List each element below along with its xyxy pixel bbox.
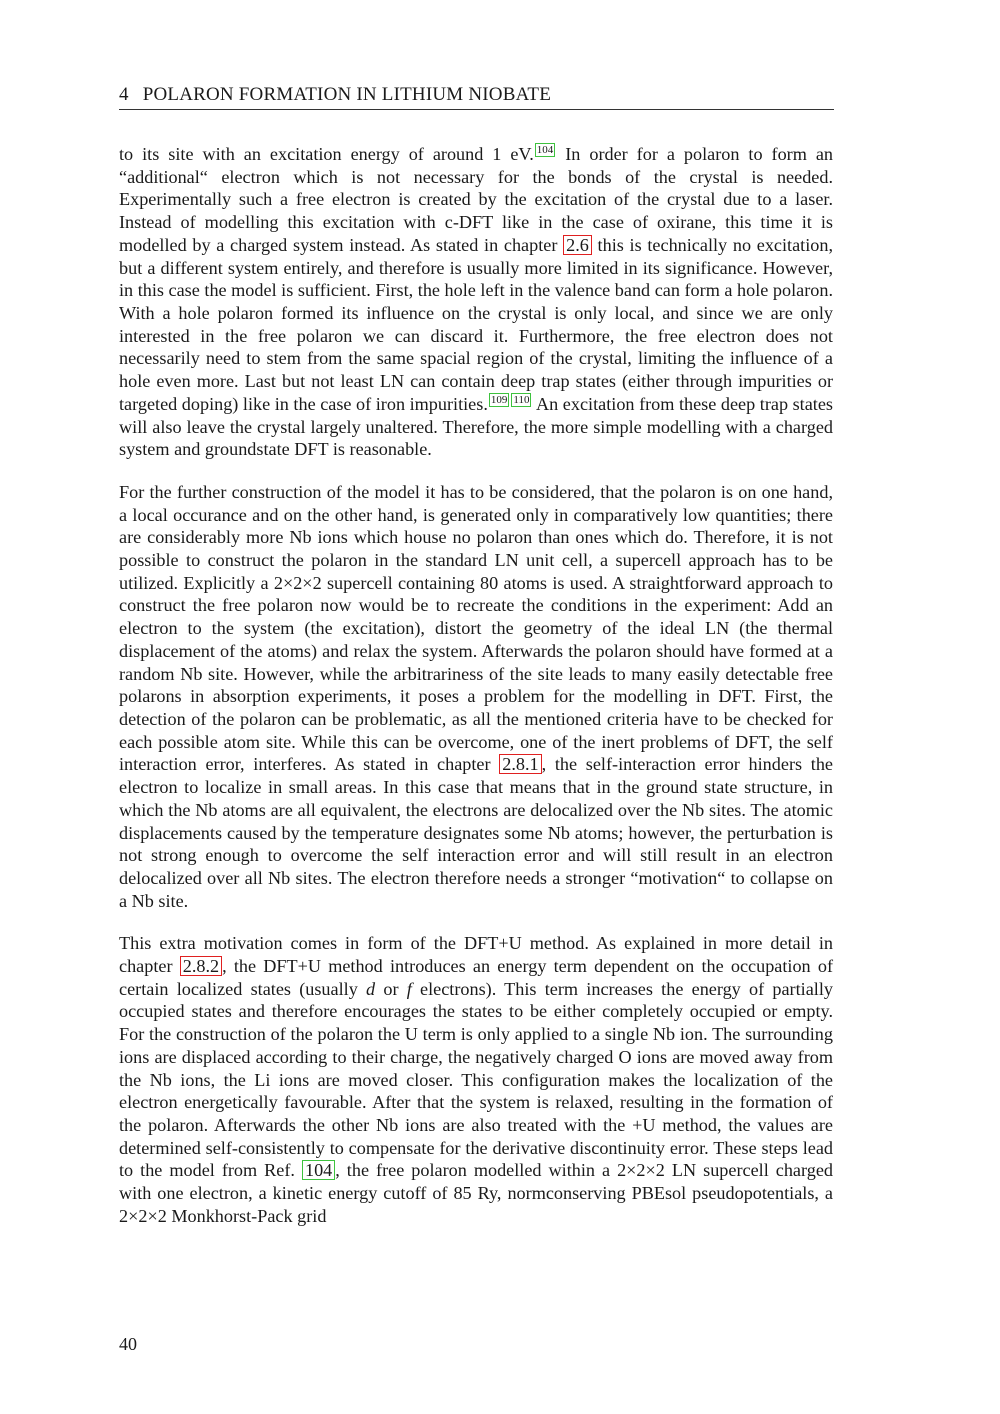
text-run: , the DFT+U method introduces an energy term dependent on the occupation of certain localized states (usually	[119, 956, 833, 999]
text-run: This extra motivation comes in form of the DFT+U method. As explained in more detail in chapter	[119, 933, 833, 977]
citation-link[interactable]: 104	[536, 144, 554, 156]
paragraph-3	[119, 932, 833, 1227]
chapter-ref-link[interactable]: 2.8.1	[499, 754, 541, 774]
text-run: In order for a polaron to form an “additional“ electron which is not necessary for the bonds of the crystal is needed. Experimentally such a free electron is created by the excitation of the crystal due to a laser. Instead of modelling this excitation with c-DFT like in the case of oxirane, this time it is modelled by a charged system instead. As stated in chapter	[119, 144, 834, 255]
reference-link[interactable]: 104	[302, 1160, 335, 1180]
italic-f: f	[406, 978, 412, 999]
text-run: or	[375, 978, 407, 999]
text-run: , the self-interaction error hinders the electron to localize in small areas. In this case that means that in the ground state structure, in which the Nb atoms are all equivalent, the electrons are delocalized over the Nb sites. The atomic displacements caused by the temperature designates some Nb atoms; however, the perturbation is not strong enough to overcome the self interaction error and will still result in an electron delocalized over all Nb sites. The electron therefore needs a stronger “motivation“ to collapse on a Nb site.	[119, 754, 833, 911]
text-run: electrons). This term increases the energy of partially occupied states and therefore encourages the states to be either completely occupied or empty. For the construction of the polaron the U term is only applied to a single Nb ion. The surrounding ions are displaced according to their charge, the negatively charged O ions are moved away from the Nb ions, the Li ions are moved closer. This configuration makes the localization of the electron energetically favourable. After that the system is relaxed, resulting in the formation of the polaron. Afterwards the other Nb ions are also treated with the +U method, the values are determined self-consistently to compensate for the derivative discontinuity error. These steps lead to the model from Ref.	[119, 978, 833, 1181]
chapter-title: POLARON FORMATION IN LITHIUM NIOBATE	[142, 84, 551, 105]
text-run: For the further construction of the model it has to be considered, that the polaron is on one hand, a local occurance and on the other hand, is generated only in comparatively low quantities; there are considerably more Nb ions which house no polaron than ones which do. Therefore, it is not possible to construct the polaron in the standard LN unit cell, a supercell approach has to be utilized. Explicitly a 2×2×2 supercell containing 80 atoms is used. A straightforward approach to construct the free polaron now would be to recreate the conditions in the experiment: Add an electron to the system (the excitation), distort the geometry of the ideal LN (the thermal displacement of the atoms) and relax the system. Afterwards the polaron should have formed at a random Nb site. However, while the arbitrariness of the site leads to many easily detectable free polarons in absorption experiments, it poses a problem for the modelling in DFT. First, the detection of the polaron can be problematic, as all the mentioned criteria have to be checked for each possible atom site. While this can be overcome, one of the inert problems of DFT, the self interaction error, interferes. As stated in chapter	[119, 481, 833, 775]
body-text	[119, 143, 833, 1247]
paragraph-2	[119, 481, 833, 912]
text-run: An excitation from these deep trap states will also leave the crystal largely unaltered. Therefore, the more simple modelling with a charged system and groundstate DFT is reasonable.	[119, 393, 833, 460]
paragraph-1	[119, 143, 833, 461]
chapter-ref-link[interactable]: 2.8.2	[180, 956, 222, 976]
citation-link[interactable]: 109	[490, 393, 508, 406]
running-header	[119, 84, 834, 110]
chapter-ref-link[interactable]: 2.6	[563, 235, 592, 255]
italic-d: d	[366, 978, 376, 999]
text-run: to its site with an excitation energy of around 1 eV.	[119, 144, 534, 165]
page-number: 40	[119, 1334, 137, 1354]
text-run: , the free polaron modelled within a 2×2×2 LN supercell charged with one electron, a kinetic energy cutoff of 85 Ry, normconserving PBEsol pseudopotentials, a 2×2×2 Monkhorst-Pack grid	[119, 1160, 833, 1226]
text-run: this is technically no excitation, but a different system entirely, and therefore is usually more limited in its significance. However, in this case the model is sufficient. First, the hole left in the valence band can form a hole polaron. With a hole polaron formed its influence on the crystal is only local, and since we are only interested in the free polaron we can discard it. Furthermore, the free electron does not necessarily need to stem from the same spacial region of the crystal, limiting the influence of a hole even more. Last but not least LN can contain deep trap states (either through impurities or targeted doping) like in the case of iron impurities.	[119, 234, 834, 414]
citation-link[interactable]: 110	[513, 393, 530, 406]
chapter-number: 4	[119, 84, 129, 105]
